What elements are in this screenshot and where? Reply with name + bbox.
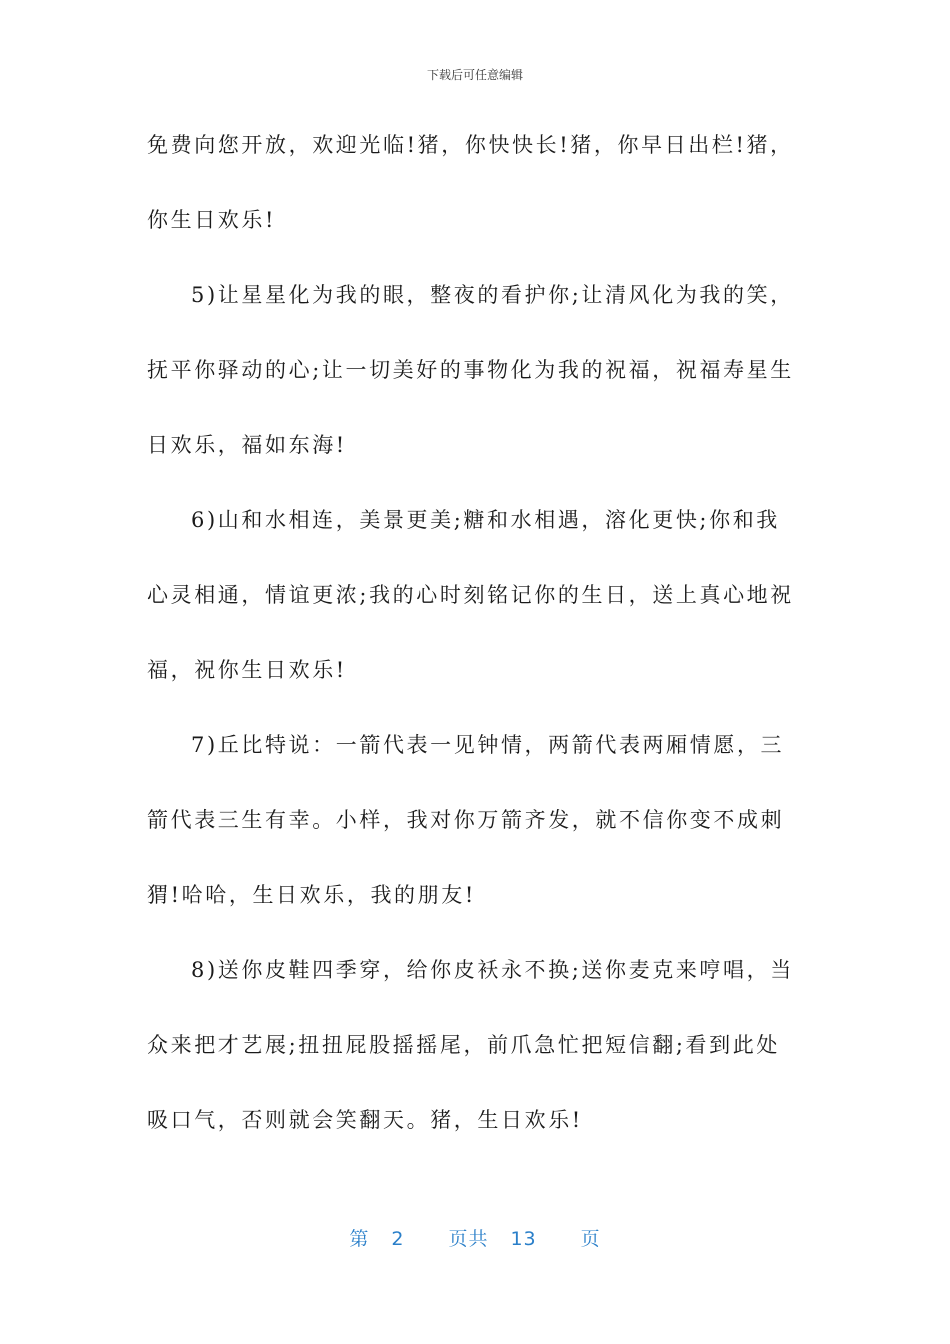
paragraph-line: 吸口气，否则就会笑翻天。猪，生日欢乐! bbox=[147, 1108, 583, 1132]
paragraph bbox=[147, 726, 807, 914]
footer-prefix: 第 bbox=[349, 1228, 370, 1250]
paragraph-line: 7)丘比特说：一箭代表一见钟情，两箭代表两厢情愿，三 bbox=[191, 733, 785, 757]
paragraph-line: 5)让星星化为我的眼，整夜的看护你;让清风化为我的笑， bbox=[191, 283, 794, 307]
paragraph-line: 众来把才艺展;扭扭屁股摇摇尾，前爪急忙把短信翻;看到此处 bbox=[147, 1033, 780, 1057]
paragraph-line: 猬!哈哈，生日欢乐，我的朋友! bbox=[147, 883, 476, 907]
footer-total-pages: 13 bbox=[510, 1228, 537, 1250]
paragraph-line: 抚平你驿动的心;让一切美好的事物化为我的祝福，祝福寿星生 bbox=[147, 358, 794, 382]
paragraph-line: 箭代表三生有幸。小样，我对你万箭齐发，就不信你变不成刺 bbox=[147, 808, 785, 832]
paragraph-line: 心灵相通，情谊更浓;我的心时刻铭记你的生日，送上真心地祝 bbox=[147, 583, 794, 607]
paragraph bbox=[147, 951, 807, 1139]
paragraph-line: 免费向您开放，欢迎光临!猪，你快快长!猪，你早日出栏!猪， bbox=[147, 133, 794, 157]
page-footer bbox=[0, 1224, 950, 1251]
paragraph bbox=[147, 126, 807, 239]
paragraph-line: 你生日欢乐! bbox=[147, 208, 277, 232]
header-note: 下载后可任意编辑 bbox=[426, 68, 523, 82]
paragraph bbox=[147, 501, 807, 689]
paragraph-line: 日欢乐，福如东海! bbox=[147, 433, 347, 457]
footer-suffix: 页 bbox=[580, 1228, 601, 1250]
paragraph bbox=[147, 276, 807, 464]
paragraph-line: 8)送你皮鞋四季穿，给你皮袄永不换;送你麦克来哼唱，当 bbox=[191, 958, 794, 982]
footer-page-number: 2 bbox=[391, 1228, 405, 1250]
paragraph-line: 6)山和水相连，美景更美;糖和水相遇，溶化更快;你和我 bbox=[191, 508, 780, 532]
footer-middle: 页共 bbox=[448, 1228, 489, 1250]
paragraph-line: 福，祝你生日欢乐! bbox=[147, 658, 347, 682]
document-body bbox=[147, 126, 807, 1176]
